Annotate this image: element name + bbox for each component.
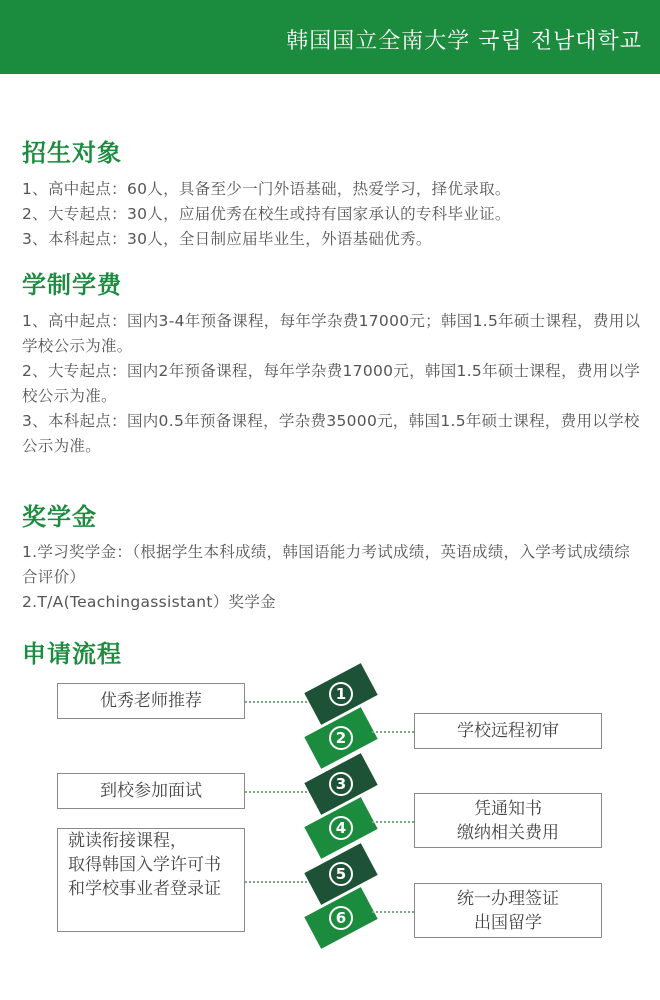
step-badge-3	[304, 753, 377, 815]
connector-line	[245, 701, 315, 703]
section-title-fees: 学制学费	[22, 271, 122, 299]
scholarship-item: 2.T/A(Teachingassistant）奖学金	[22, 593, 276, 611]
fees-item: 3、本科起点：国内0.5年预备课程，学杂费35000元，韩国1.5年硕士课程，费用以学校公示为准。	[22, 412, 640, 455]
process-box-line: 就读衔接课程，	[68, 831, 187, 851]
step-number: 6	[329, 906, 353, 930]
process-box-3	[57, 773, 245, 809]
enroll-item: 2、大专起点：30人，应届优秀在校生或持有国家承认的专科毕业证。	[22, 205, 511, 223]
connector-line	[245, 791, 315, 793]
step-number: 5	[329, 862, 353, 886]
process-box-line: 统一办理签证	[457, 888, 559, 909]
process-box-6	[414, 883, 602, 938]
process-box-line: 学校远程初审	[457, 721, 559, 741]
step-badge-2	[304, 707, 377, 769]
scholarship-list	[22, 540, 642, 615]
process-box-line: 出国留学	[474, 912, 542, 933]
header-banner	[0, 0, 660, 74]
process-box-line: 优秀老师推荐	[100, 691, 202, 711]
process-box-line: 和学校事业者登录证	[68, 879, 221, 899]
step-badge-6	[304, 887, 377, 949]
fees-item: 2、大专起点：国内2年预备课程，每年学杂费17000元，韩国1.5年硕士课程，费用以学校公示为准。	[22, 362, 641, 405]
step-number: 2	[329, 726, 353, 750]
step-number: 1	[329, 682, 353, 706]
connector-line	[372, 821, 414, 823]
step-number: 3	[329, 772, 353, 796]
process-box-line: 到校参加面试	[100, 781, 202, 801]
header-title: 韩国国立全南大学 국립 전남대학교	[286, 29, 642, 54]
enroll-list	[22, 177, 642, 252]
section-title-enroll: 招生对象	[22, 139, 122, 167]
step-badge-5	[304, 843, 377, 905]
process-box-5	[57, 828, 245, 932]
step-badge-1	[304, 663, 377, 725]
fees-item: 1、高中起点：国内3-4年预备课程，每年学杂费17000元；韩国1.5年硕士课程，费用以学校公示为准。	[22, 312, 641, 355]
process-box-2	[414, 713, 602, 749]
process-box-line: 凭通知书	[474, 798, 542, 819]
enroll-item: 1、高中起点：60人，具备至少一门外语基础，热爱学习，择优录取。	[22, 180, 511, 198]
scholarship-item: 1.学习奖学金：（根据学生本科成绩，韩国语能力考试成绩，英语成绩，入学考试成绩综合评价）	[22, 543, 631, 586]
process-box-1	[57, 683, 245, 719]
step-badge-4	[304, 797, 377, 859]
enroll-item: 3、本科起点：30人，全日制应届毕业生，外语基础优秀。	[22, 230, 432, 248]
section-title-scholarship: 奖学金	[22, 503, 97, 531]
connector-line	[372, 911, 414, 913]
process-box-line: 取得韩国入学许可书	[68, 855, 221, 875]
process-box-4	[414, 793, 602, 848]
connector-line	[372, 731, 414, 733]
section-title-process: 申请流程	[22, 640, 122, 668]
fees-list	[22, 309, 642, 459]
process-box-line: 缴纳相关费用	[457, 822, 559, 843]
step-number: 4	[329, 816, 353, 840]
connector-line	[245, 881, 315, 883]
